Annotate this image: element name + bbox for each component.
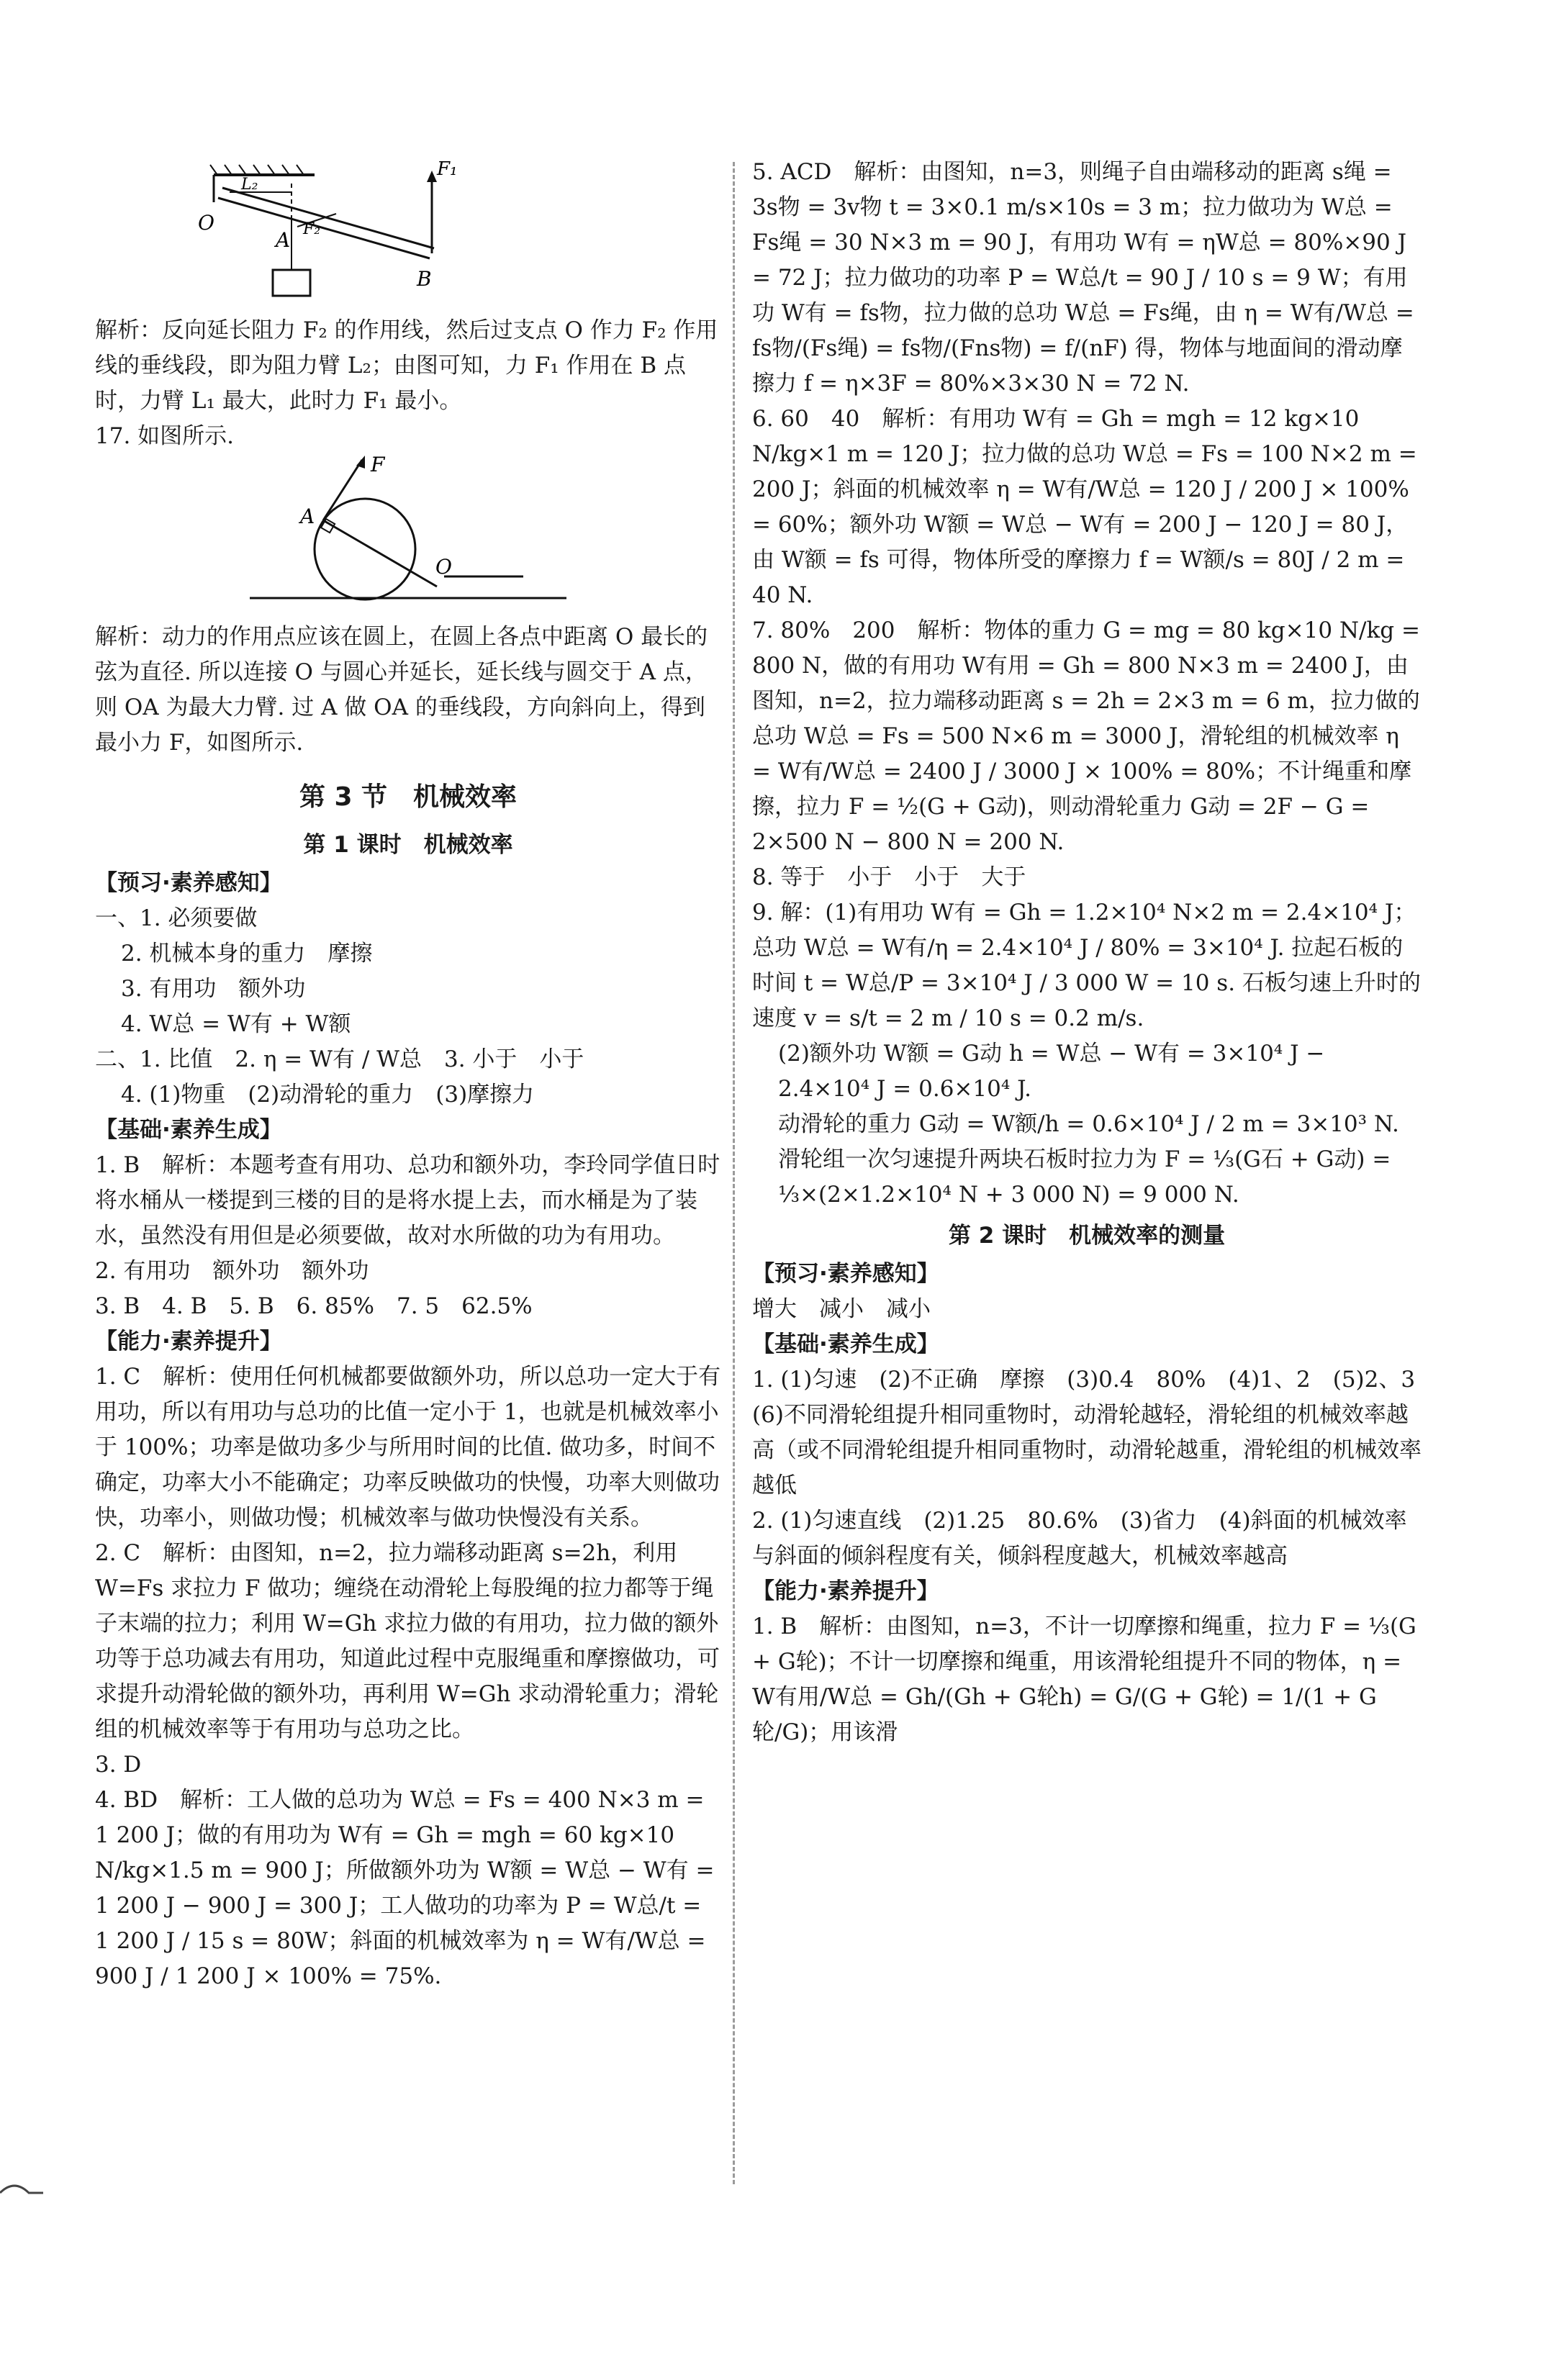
answer-paragraph: 7. 80% 200 解析：物体的重力 G = mg = 80 kg×10 N/kg = 800 N，做的有用功 W有用 = Gh = 800 N×3 m = 2400 J，由图知，n=2，拉力端移动距离 s = 2h = 2×3 m = 6 m，拉力做的总功 W总 = Fs = 500 N×6 m = 3000 J，滑轮组的机械效率 η = W有/W总 = 2400 J / 3000 J × 100% = 80%；不计绳重和摩擦，拉力 F = ½(G + G动)，则动滑轮重力 G动 = 2F − G = 2×500 N − 800 N = 200 N. bbox=[752, 617, 1420, 855]
section-heading: 【预习·素养感知】 bbox=[95, 870, 282, 896]
answer-paragraph: 2. C 解析：由图知，n=2，拉力端移动距离 s=2h，利用 W=Fs 求拉力 F 做功；缠绕在动滑轮上每股绳的拉力都等于绳子末端的拉力；利用 W=Gh 求拉力做的有用功，拉力做的额外功等于总功减去有用功，知道此过程中克服绳重和摩擦做功，可求提升动滑轮做的额外功，再利用 W=Gh 求动滑轮重力；滑轮组的机械效率等于有用功与总功之比。 bbox=[95, 1540, 720, 1742]
answer-paragraph: 1. (1)匀速 (2)不正确 摩擦 (3)0.4 80% (4)1、2 (5)2、3 (6)不同滑轮组提升相同重物时，动滑轮越轻，滑轮组的机械效率越高（或不同滑轮组提升相同重物时，动滑轮越重，滑轮组的机械效率越低 bbox=[752, 1367, 1438, 1498]
answer-paragraph: 1. C 解析：使用任何机械都要做额外功，所以总功一定大于有用功，所以有用功与总功的比值一定小于 1，也就是机械效率小于 100%；功率是做功多少与所用时间的比值. 做功多，时间不确定，功率大小不能确定；功率反映做功的快慢，功率大则做功快，功率小，则做功慢；机械效率与做功快慢没有关系。 bbox=[95, 1364, 721, 1531]
answer-paragraph: 二、1. 比值 2. η = W有 / W总 3. 小于 小于 bbox=[95, 1046, 584, 1072]
answer-paragraph: 1. B 解析：本题考查有用功、总功和额外功，李玲同学值日时将水桶从一楼提到三楼的目的是将水提上去，而水桶是为了装水，虽然没有用但是必须要做，故对水所做的功为有用功。 bbox=[95, 1152, 720, 1249]
circle-label-O: O bbox=[435, 555, 452, 579]
section-heading: 【预习·素养感知】 bbox=[752, 1261, 939, 1287]
answer-paragraph: 4. BD 解析：工人做的总功为 W总 = Fs = 400 N×3 m = 1 200 J；做的有用功为 W有 = Gh = mgh = 60 kg×10 N/kg×1.5 m = 900 J；所做额外功为 W额 = W总 − W有 = 1 200 J − 900 J = 300 J；工人做功的功率为 P = W总/t = 1 200 J / 15 s = 80W；斜面的机械效率为 η = W有/W总 = 900 J / 1 200 J × 100% = 75%. bbox=[95, 1787, 715, 1989]
lever-label-O: O bbox=[198, 211, 214, 235]
answer-paragraph: 1. B 解析：由图知，n=3，不计一切摩擦和绳重，拉力 F = ⅓(G + G轮)；不计一切摩擦和绳重，用该滑轮组提升不同的物体，η = W有用/W总 = Gh/(Gh + G轮h) = G/(G + G轮) = 1/(1 + G轮/G)；用该滑 bbox=[752, 1614, 1416, 1745]
page-edge-mark bbox=[0, 2171, 43, 2200]
lever-label-F1: F₁ bbox=[437, 158, 458, 180]
chapter-title: 第 3 节 机械效率 bbox=[299, 782, 518, 812]
chapter-title: 第 1 课时 机械效率 bbox=[303, 832, 513, 858]
answer-paragraph: 2. 机械本身的重力 摩擦 bbox=[121, 941, 373, 967]
lever-label-F2: F₂ bbox=[303, 220, 321, 238]
chapter-title: 第 2 课时 机械效率的测量 bbox=[948, 1223, 1226, 1249]
answer-paragraph: 2. 有用功 额外功 额外功 bbox=[95, 1258, 369, 1284]
answer-paragraph: 3. 有用功 额外功 bbox=[121, 976, 306, 1002]
circle-label-A: A bbox=[300, 504, 315, 528]
answer-paragraph: 3. B 4. B 5. B 6. 85% 7. 5 62.5% bbox=[95, 1293, 533, 1319]
lever-label-B: B bbox=[417, 267, 432, 291]
answer-paragraph: 4. (1)物重 (2)动滑轮的重力 (3)摩擦力 bbox=[121, 1082, 535, 1108]
answer-paragraph: 解析：反向延长阻力 F₂ 的作用线，然后过支点 O 作力 F₂ 作用线的垂线段，即为阻力臂 L₂；由图可知，力 F₁ 作用在 B 点时，力臂 L₁ 最大，此时力 F₁ 最小。 bbox=[95, 317, 718, 414]
answer-paragraph: 增大 减小 减小 bbox=[752, 1296, 931, 1322]
answer-paragraph: 17. 如图所示. bbox=[95, 423, 235, 449]
lever-diagram bbox=[185, 155, 631, 313]
lever-label-A: A bbox=[276, 228, 291, 252]
answer-paragraph: 8. 等于 小于 小于 大于 bbox=[752, 864, 1026, 890]
section-heading: 【能力·素养提升】 bbox=[752, 1578, 939, 1604]
answer-paragraph: 解析：动力的作用点应该在圆上，在圆上各点中距离 O 最长的弦为直径. 所以连接 O 与圆心并延长，延长线与圆交于 A 点，则 OA 为最大力臂. 过 A 做 OA 的垂线段，方向斜向上，得到最小力 F，如图所示. bbox=[95, 624, 708, 756]
right-column bbox=[752, 155, 1438, 1750]
section-heading: 【基础·素养生成】 bbox=[95, 1117, 282, 1143]
answer-paragraph: 动滑轮的重力 G动 = W额/h = 0.6×10⁴ J / 2 m = 3×10³ N. bbox=[778, 1111, 1399, 1137]
left-column bbox=[95, 155, 721, 1994]
answer-paragraph: 滑轮组一次匀速提升两块石板时拉力为 F = ⅓(G石 + G动) = ⅓×(2×1.2×10⁴ N + 3 000 N) = 9 000 N. bbox=[778, 1146, 1391, 1208]
answer-paragraph: 3. D bbox=[95, 1752, 142, 1778]
lever-label-L2: L₂ bbox=[241, 176, 258, 194]
section-heading: 【能力·素养提升】 bbox=[95, 1329, 282, 1354]
circle-label-F: F bbox=[371, 454, 385, 476]
column-divider bbox=[733, 162, 735, 2184]
answer-paragraph: 9. 解：(1)有用功 W有 = Gh = 1.2×10⁴ N×2 m = 2.4×10⁴ J；总功 W总 = W有/η = 2.4×10⁴ J / 80% = 3×10⁴ J. 拉起石板的时间 t = W总/P = 3×10⁴ J / 3 000 W = 10 s. 石板匀速上升时的速度 v = s/t = 2 m / 10 s = 0.2 m/s. bbox=[752, 900, 1421, 1031]
answer-paragraph: 4. W总 = W有 + W额 bbox=[121, 1011, 351, 1037]
section-heading: 【基础·素养生成】 bbox=[752, 1331, 939, 1357]
answer-paragraph: 5. ACD 解析：由图知，n=3，则绳子自由端移动的距离 s绳 = 3s物 = 3v物 t = 3×0.1 m/s×10s = 3 m；拉力做功为 W总 = Fs绳 = 30 N×3 m = 90 J，有用功 W有 = ηW总 = 80%×90 J = 72 J；拉力做功的功率 P = W总/t = 90 J / 10 s = 9 W；有用功 W有 = fs物，拉力做的总功 W总 = Fs绳，由 η = W有/W总 = fs物/(Fs绳) = fs物/(Fns物) = f/(nF) 得，物体与地面间的滑动摩擦力 f = η×3F = 80%×3×30 N = 72 N. bbox=[752, 159, 1414, 397]
circle-diagram bbox=[221, 454, 595, 620]
answer-paragraph: 6. 60 40 解析：有用功 W有 = Gh = mgh = 12 kg×10 N/kg×1 m = 120 J；拉力做的总功 W总 = Fs = 100 N×2 m = 200 J；斜面的机械效率 η = W有/W总 = 120 J / 200 J × 100% = 60%；额外功 W额 = W总 − W有 = 200 J − 120 J = 80 J，由 W额 = fs 可得，物体所受的摩擦力 f = W额/s = 80J / 2 m = 40 N. bbox=[752, 406, 1417, 608]
answer-paragraph: 一、1. 必须要做 bbox=[95, 905, 258, 931]
answer-paragraph: (2)额外功 W额 = G动 h = W总 − W有 = 3×10⁴ J − 2.4×10⁴ J = 0.6×10⁴ J. bbox=[778, 1041, 1325, 1102]
answer-paragraph: 2. (1)匀速直线 (2)1.25 80.6% (3)省力 (4)斜面的机械效率与斜面的倾斜程度有关，倾斜程度越大，机械效率越高 bbox=[752, 1508, 1407, 1569]
